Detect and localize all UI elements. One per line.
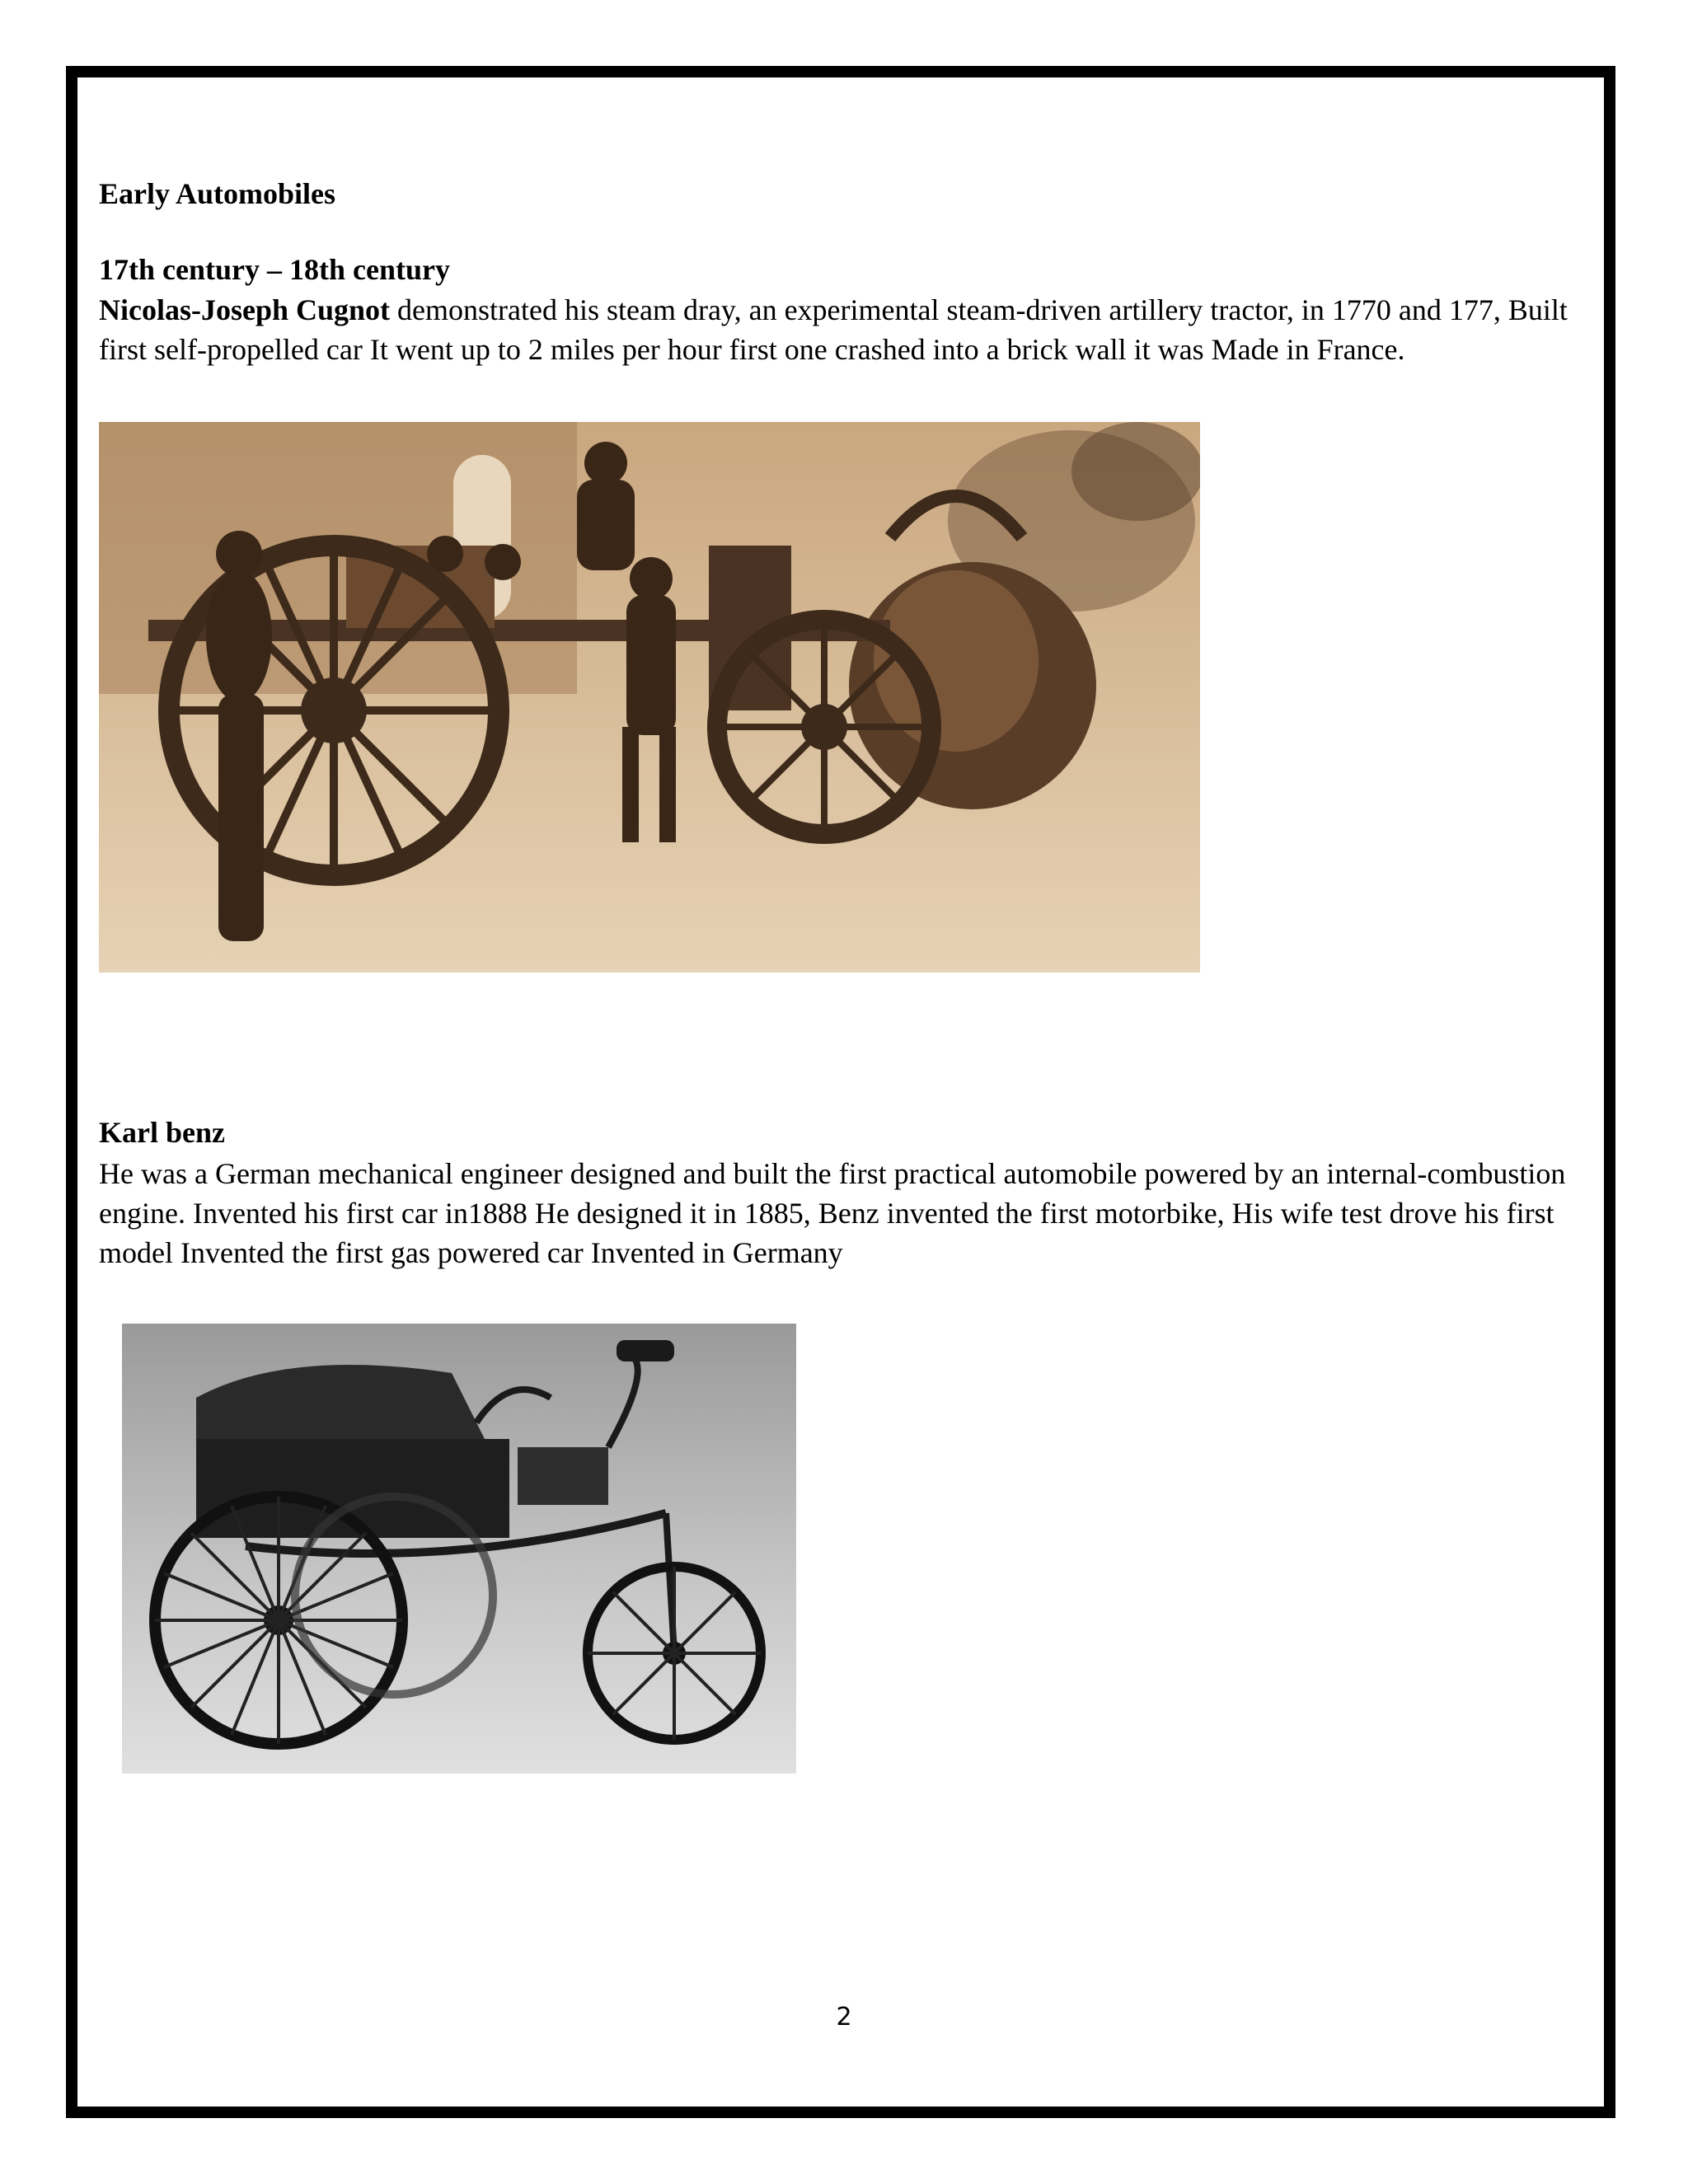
cugnot-steam-tractor-image bbox=[99, 422, 1200, 972]
section-2-heading: Karl benz bbox=[99, 1116, 225, 1149]
section-1-text: demonstrated his steam dray, an experimental steam-driven artillery tractor, in 1770 and 177, Built first self-propelled car It went up to 2 miles per hour first one crashed into a brick wall it was Made in France. bbox=[99, 293, 1568, 366]
section-1-paragraph bbox=[99, 290, 1582, 369]
benz-motorwagen-image bbox=[122, 1324, 796, 1774]
section-1-heading: 17th century – 18th century bbox=[99, 253, 450, 286]
section-1-lead: Nicolas-Joseph Cugnot bbox=[99, 293, 391, 326]
page-number: 2 bbox=[836, 2003, 852, 2032]
page-title: Early Automobiles bbox=[99, 177, 336, 210]
section-2-paragraph: He was a German mechanical engineer designed and built the first practical automobile powered by an internal-combustion engine. Invented his first car in1888 He designed it in 1885, Benz invented the first motorbike, His wife test drove his first model Invented the first gas powered car Invented in Germany bbox=[99, 1157, 1566, 1269]
page-border bbox=[66, 66, 1615, 2118]
